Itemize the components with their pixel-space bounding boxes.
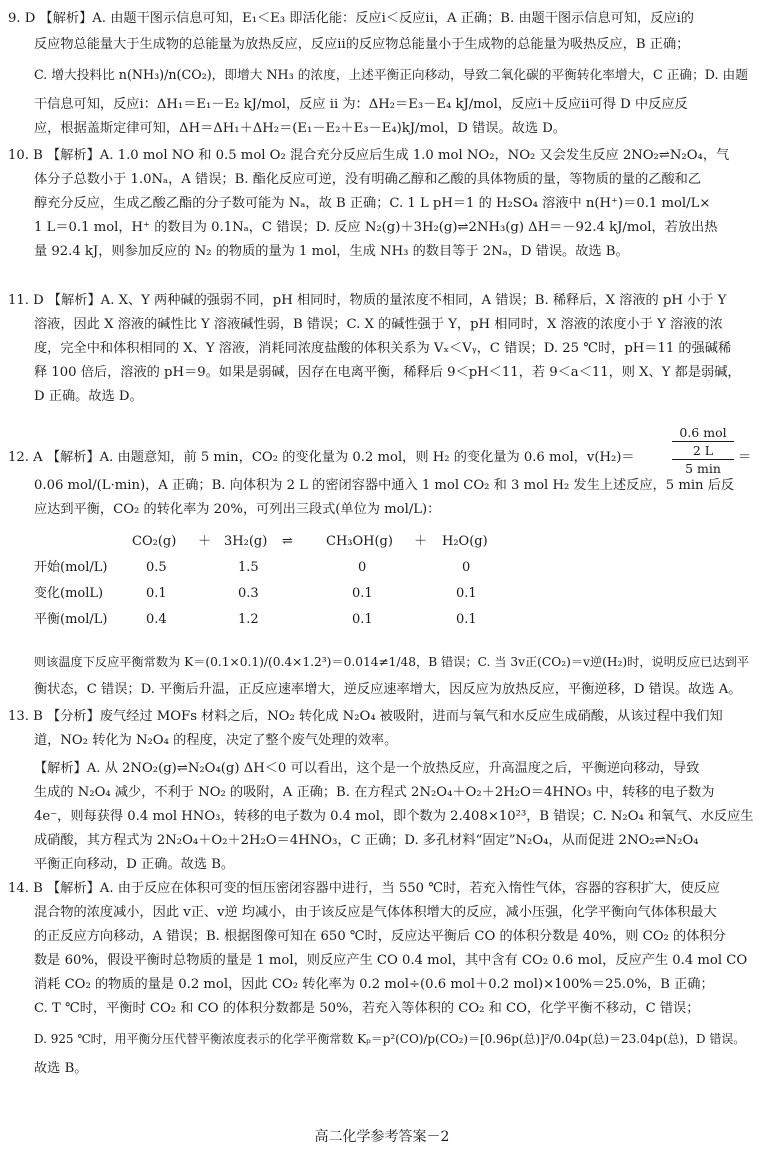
fraction-bar-main — [672, 459, 734, 460]
answer-9-line-5: 应，根据盖斯定律可知，ΔH＝ΔH₁＋ΔH₂＝(E₁－E₂＋E₃－E₄)kJ/mol，D 错误。故选 D。 — [34, 121, 566, 136]
answer-14-line-1: 14. B 【解析】A. 由于反应在体积可变的恒压密闭容器中进行，当 550 ℃时，若充入惰性气体，容器的容积扩大，使反应 — [8, 881, 720, 896]
answer-10-line-2: 体分子总数小于 1.0Nₐ，A 错误；B. 酯化反应可逆，没有明确乙醇和乙酸的具体物质的量，等物质的量的乙酸和乙 — [34, 172, 702, 187]
answer-11-line-5: D 正确。故选 D。 — [34, 389, 143, 404]
answer-9-line-2: 反应物总能量大于生成物的总能量为放热反应，反应ⅱ的反应物总能量小于生成物的总能量为吸热反应，B 正确； — [34, 37, 690, 52]
answer-9-line-3: C. 增大投料比 n(NH₃)/n(CO₂)，即增大 NH₃ 的浓度，上述平衡正向移动，导致二氧化碳的平衡转化率增大，C 正确；D. 由题 — [34, 67, 748, 82]
cell-co2: 0.1 — [146, 586, 167, 601]
answer-12-line-4: 则该温度下反应平衡常数为 K＝(0.1×0.1)/(0.4×1.2³)＝0.014≠1/48，B 错误；C. 当 3v正(CO₂)＝v逆(H₂)时，说明反应已达到平 — [34, 655, 750, 669]
cell-ch3oh: 0.1 — [352, 586, 373, 601]
answer-13-line-2: 道，NO₂ 转化为 N₂O₄ 的程度，决定了整个废气处理的效率。 — [34, 733, 398, 748]
fraction-denominator: 5 min — [685, 461, 721, 476]
cell-h2o: 0 — [462, 560, 471, 575]
answer-14-line-3: 的正反应方向移动，A 错误；B. 根据图像可知在 650 ℃时，反应达平衡后 CO 的体积分数是 40%，则 CO₂ 的体积分 — [34, 929, 726, 944]
answer-14-line-2: 混合物的浓度减小，因此 v正、v逆 均减小，由于该反应是气体体积增大的反应，减小压强，化学平衡向气体体积最大 — [34, 905, 717, 920]
answer-11-line-3: 度，完全中和体积相同的 X、Y 溶液，消耗同浓度盐酸的体积关系为 Vₓ＜Vᵧ，C 错误；D. 25 ℃时，pH＝11 的强碱稀 — [34, 341, 732, 356]
cell-h2: 1.5 — [238, 560, 259, 575]
answer-10-line-1: 10. B 【解析】A. 1.0 mol NO 和 0.5 mol O₂ 混合充分反应后生成 1.0 mol NO₂，NO₂ 又会发生反应 2NO₂⇌N₂O₄，气 — [8, 148, 730, 163]
answer-14-line-5: 消耗 CO₂ 的物质的量是 0.2 mol，因此 CO₂ 转化率为 0.2 mol÷(0.6 mol＋0.2 mol)×100%＝25.0%，B 正确； — [34, 977, 714, 992]
page-footer: 高二化学参考答案－2 — [314, 1129, 450, 1145]
answer-10-line-4: 1 L＝0.1 mol，H⁺ 的数目为 0.1Nₐ，C 错误；D. 反应 N₂(g)＋3H₂(g)⇌2NH₃(g) ΔH＝－92.4 kJ/mol，若放出热 — [34, 220, 718, 235]
answer-13-line-4: 生成的 N₂O₄ 减少，不利于 NO₂ 的吸附，A 正确；B. 在方程式 2N₂O₄＋O₂＋2H₂O＝4HNO₃ 中，转移的电子数为 — [34, 785, 715, 800]
cell-ch3oh: 0 — [358, 560, 367, 575]
cell-h2o: 0.1 — [456, 586, 477, 601]
header-co2: CO₂(g) — [132, 534, 177, 549]
velocity-fraction — [672, 425, 734, 476]
header-plus-1: ＋ — [198, 534, 212, 549]
answer-9-line-1: 9. D 【解析】A. 由题干图示信息可知，E₁＜E₃ 即活化能：反应ⅰ＜反应ⅱ，A 正确；B. 由题干图示信息可知，反应ⅰ的 — [8, 11, 694, 26]
answer-9-line-4: 干信息可知，反应ⅰ：ΔH₁＝E₁－E₂ kJ/mol，反应 ii 为：ΔH₂＝E₃－E₄ kJ/mol，反应ⅰ＋反应ⅱ可得 D 中反应反 — [34, 97, 688, 112]
header-h2: 3H₂(g) — [224, 534, 268, 549]
answer-14-line-4: 数是 60%，假设平衡时总物质的量是 1 mol，则反应产生 CO 0.4 mol，其中含有 CO₂ 0.6 mol，反应产生 0.4 mol CO — [34, 953, 748, 968]
fraction-bar — [672, 441, 734, 442]
answer-10-line-5: 量 92.4 kJ，则参加反应的 N₂ 的物质的量为 1 mol，生成 NH₃ 的数目等于 2Nₐ，D 错误。故选 B。 — [34, 244, 629, 259]
answer-12-line-5: 衡状态，C 错误；D. 平衡后升温，正反应速率增大，逆反应速率增大，因反应为放热反应，平衡逆移，D 错误。故选 A。 — [34, 682, 742, 697]
fraction-middle: 2 L — [692, 443, 714, 458]
cell-co2: 0.4 — [146, 612, 167, 627]
answer-11-line-2: 溶液，因此 X 溶液的碱性比 Y 溶液碱性弱，B 错误；C. X 的碱性强于 Y，pH 相同时，X 溶液的浓度小于 Y 溶液的浓 — [34, 317, 723, 332]
answer-13-line-6: 成硝酸，其方程式为 2N₂O₄＋O₂＋2H₂O＝4HNO₃，C 正确；D. 多孔材料“固定”N₂O₄，从而促进 2NO₂⇌N₂O₄ — [34, 833, 699, 848]
answer-14-line-8: 故选 B。 — [34, 1061, 88, 1076]
row-label: 开始(mol/L) — [34, 560, 108, 575]
cell-co2: 0.5 — [146, 560, 167, 575]
header-plus-2: ＋ — [414, 534, 428, 549]
row-label: 变化(molL) — [34, 586, 104, 601]
answer-11-line-1: 11. D 【解析】A. X、Y 两种碱的强弱不同，pH 相同时，物质的量浓度不相同，A 错误；B. 稀释后，X 溶液的 pH 小于 Y — [8, 293, 727, 308]
cell-ch3oh: 0.1 — [352, 612, 373, 627]
answer-13-line-1: 13. B 【分析】废气经过 MOFs 材料之后，NO₂ 转化成 N₂O₄ 被吸附，进而与氧气和水反应生成硝酸，从该过程中我们知 — [8, 709, 723, 724]
answer-12-line-2: 0.06 mol/(L·min)，A 正确；B. 向体积为 2 L 的密闭容器中通入 1 mol CO₂ 和 3 mol H₂ 发生上述反应，5 min 后反 — [34, 478, 735, 493]
header-arrow: ⇌ — [282, 534, 293, 549]
answer-12-line-1: 12. A 【解析】A. 由题意知，前 5 min，CO₂ 的变化量为 0.2 mol，则 H₂ 的变化量为 0.6 mol，v(H₂)＝ — [8, 450, 635, 465]
answer-13-line-3: 【解析】A. 从 2NO₂(g)⇌N₂O₄(g) ΔH＜0 可以看出，这个是一个放热反应，升高温度之后，平衡逆向移动，导致 — [34, 761, 700, 776]
fraction-numerator: 0.6 mol — [679, 425, 727, 440]
answer-14-line-6: C. T ℃时，平衡时 CO₂ 和 CO 的体积分数都是 50%，若充入等体积的 CO₂ 和 CO，化学平衡不移动，C 错误； — [34, 1001, 700, 1016]
header-h2o: H₂O(g) — [442, 534, 488, 549]
answer-12-line-3: 应达到平衡，CO₂ 的转化率为 20%，可列出三段式(单位为 mol/L)： — [34, 502, 441, 517]
header-ch3oh: CH₃OH(g) — [326, 534, 393, 549]
cell-h2: 1.2 — [238, 612, 259, 627]
answer-13-line-5: 4e⁻，则每获得 0.4 mol HNO₃，转移的电子数为 0.4 mol，即个数为 2.408×10²³，B 错误；C. N₂O₄ 和氧气、水反应生 — [34, 809, 754, 824]
cell-h2o: 0.1 — [456, 612, 477, 627]
answer-11-line-4: 释 100 倍后，溶液的 pH＝9。如果是弱碱，因存在电离平衡，稀释后 9＜pH＜11，若 9＜a＜11，则 X、Y 都是弱碱， — [34, 365, 741, 380]
answer-13-line-7: 平衡正向移动，D 正确。故选 B。 — [34, 857, 235, 872]
answer-10-line-3: 醇充分反应，生成乙酸乙酯的分子数可能为 Nₐ，故 B 正确；C. 1 L pH＝1 的 H₂SO₄ 溶液中 n(H⁺)＝0.1 mol/L× — [34, 196, 711, 211]
fraction-equals: ＝ — [738, 450, 752, 465]
answer-14-line-7: D. 925 ℃时，用平衡分压代替平衡浓度表示的化学平衡常数 Kₚ＝p²(CO)/p(CO₂)＝[0.96p(总)]²/0.04p(总)＝23.04p(总)，D 错误。 — [34, 1032, 746, 1046]
cell-h2: 0.3 — [238, 586, 259, 601]
row-label: 平衡(mol/L) — [34, 612, 108, 627]
